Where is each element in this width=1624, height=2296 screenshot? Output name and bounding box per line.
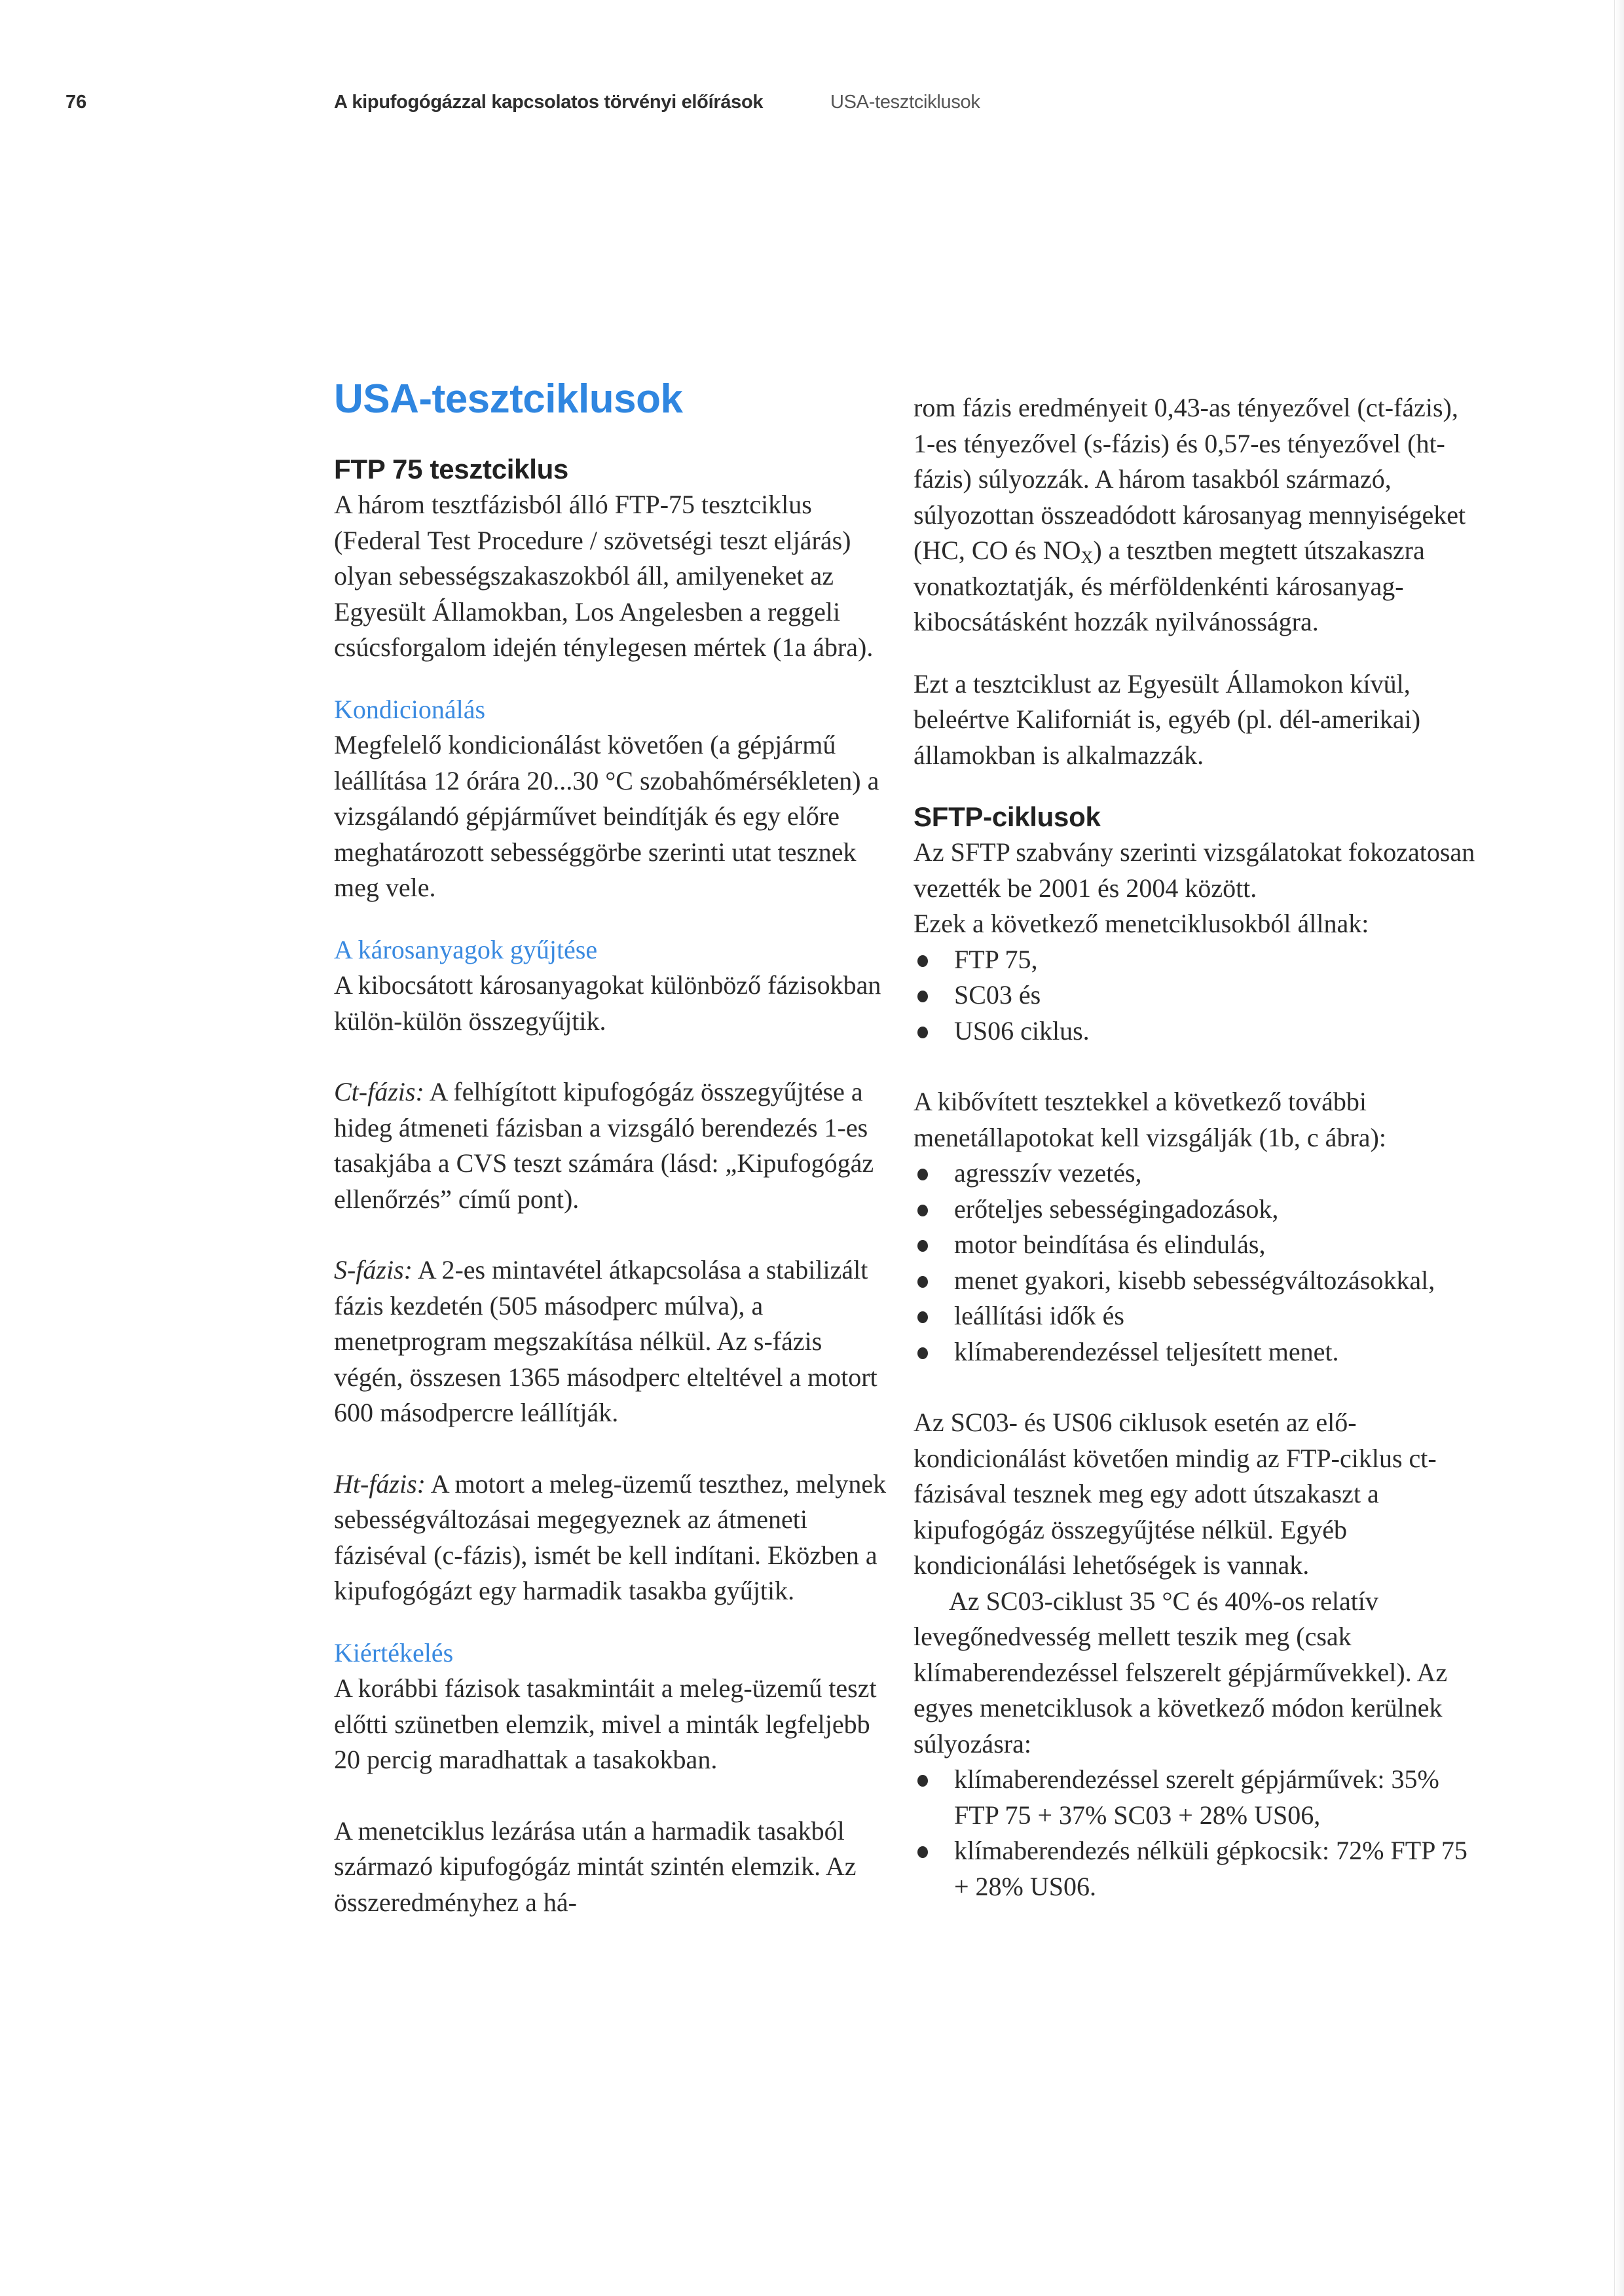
list-item bbox=[913, 1227, 1477, 1263]
weighting-list bbox=[913, 1762, 1477, 1904]
list-item bbox=[913, 1156, 1477, 1192]
s-phase-paragraph bbox=[334, 1252, 897, 1431]
ht-phase-paragraph bbox=[334, 1467, 897, 1609]
collection-text: A kibocsátott károsanyagokat különböző fázisokban külön-külön összegyűjtik. bbox=[334, 970, 881, 1036]
list-item-text: motor beindítása és elindulás, bbox=[954, 1230, 1266, 1259]
s-phase-text: A 2-es mintavétel átkapcsolása a stabilizált fázis kezdetén (505 másodperc múlva), a menetprogram megszakítása nélkül. Az s-fázis végén, összesen 1365 másodperc elteltével a motort 600 másodpercre leállítják. bbox=[334, 1255, 877, 1427]
ct-phase-label: Ct-fázis: bbox=[334, 1077, 424, 1106]
evaluation-text-2: A menetciklus lezárása után a harmadik tasakból származó kipufogógáz mintát szintén elemzik. Az összeredményhez a há- bbox=[334, 1815, 857, 1917]
nox-subscript: X bbox=[1080, 548, 1094, 567]
ht-phase-label: Ht-fázis: bbox=[334, 1468, 426, 1499]
list-item bbox=[913, 1192, 1477, 1228]
list-item-text: FTP 75, bbox=[954, 944, 1038, 974]
list-item bbox=[913, 1833, 1477, 1904]
bullet-icon bbox=[917, 1775, 928, 1787]
ht-phase-text: A motort a meleg-üzemű teszthez, melynek sebességváltozásai megegyeznek az átmeneti fáziséval (c-fázis), ismét be kell indítani. Eközben a kipufogógázt egy harmadik tasakba gyűjtik. bbox=[334, 1468, 887, 1605]
ct-phase-paragraph bbox=[334, 1074, 897, 1217]
list-item bbox=[913, 1334, 1477, 1370]
list-item-text: leállítási idők és bbox=[954, 1301, 1124, 1330]
subheading-collection: A károsanyagok gyűjtése bbox=[334, 934, 598, 964]
weighting-continuation bbox=[913, 390, 1477, 640]
scan-page-edge bbox=[1614, 0, 1624, 2296]
list-item bbox=[913, 1263, 1477, 1299]
ftp75-intro: A három tesztfázisból álló FTP-75 tesztciklus (Federal Test Procedure / szövetségi teszt eljárás) olyan sebességszakaszokból áll, amilyeneket az Egyesült Államokban, Los Angelesben a reggeli csúcsforgalom idején ténylegesen mértek (1a ábra). bbox=[334, 490, 874, 662]
list-item-text: menet gyakori, kisebb sebességváltozásokkal, bbox=[954, 1265, 1435, 1295]
running-section: USA-tesztciklusok bbox=[830, 92, 980, 113]
list-item-text: agresszív vezetés, bbox=[954, 1158, 1142, 1188]
continuation-part-b: ) a tesztben megtett útszakaszra vonatkoztatják, és mérföldenkénti károsanyag-kibocsátásként hozzák nyilvánosságra. bbox=[913, 536, 1425, 636]
outside-usa-text: Ezt a tesztciklust az Egyesült Államokon kívül, beleértve Kaliforniát is, egyéb (pl. dél-amerikai) államokban is alkalmazzák. bbox=[913, 668, 1421, 770]
s-phase-label: S-fázis: bbox=[334, 1255, 413, 1285]
sc03-conditions-text: Az SC03-ciklust 35 °C és 40%-os relatív levegőnedvesség mellett teszik meg (csak klímaberendezéssel felszerelt gépjárművekkel). Az egyes menetciklusok a következő módon kerülnek súlyozásra: bbox=[913, 1586, 1448, 1758]
running-title: A kipufogógázzal kapcsolatos törvényi előírások bbox=[334, 92, 764, 113]
list-item bbox=[913, 942, 1477, 978]
section-heading-sftp: SFTP-ciklusok bbox=[913, 801, 1101, 832]
right-column bbox=[913, 390, 1477, 1904]
bullet-icon bbox=[917, 955, 928, 967]
page-number: 76 bbox=[65, 92, 87, 113]
evaluation-text: A korábbi fázisok tasakmintáit a meleg-üzemű teszt előtti szünetben elemzik, mivel a minták legfeljebb 20 percig maradhattak a tasakokban. bbox=[334, 1673, 877, 1774]
bullet-icon bbox=[917, 1846, 928, 1858]
left-column bbox=[334, 373, 897, 1920]
extended-intro: A kibővített tesztekkel a következő további menetállapotokat kell vizsgálják (1b, c ábra): bbox=[913, 1087, 1386, 1152]
bullet-icon bbox=[917, 1027, 928, 1038]
subheading-evaluation: Kiértékelés bbox=[334, 1637, 454, 1667]
conditioning-text: Megfelelő kondicionálást követően (a gépjármű leállítása 12 órára 20...30 °C szobahőmérsékleten) a vizsgálandó gépjárművet beindítják és egy előre meghatározott sebességgörbe szerinti utat tesznek meg vele. bbox=[334, 730, 879, 902]
sftp-intro: Az SFTP szabvány szerinti vizsgálatokat fokozatosan vezették be 2001 és 2004 között. bbox=[913, 837, 1475, 903]
list-item-text: klímaberendezéssel teljesített menet. bbox=[954, 1336, 1339, 1366]
bullet-icon bbox=[917, 1276, 928, 1288]
bullet-icon bbox=[917, 1347, 928, 1359]
list-item bbox=[913, 1298, 1477, 1334]
list-item-text: klímaberendezéssel szerelt gépjárművek: 35% FTP 75 + 37% SC03 + 28% US06, bbox=[954, 1764, 1439, 1830]
continuation-part-a: rom fázis eredményeit 0,43-as tényezővel (ct-fázis), 1-es tényezővel (s-fázis) és 0,57-es tényezővel (ht-fázis) súlyozzák. A három tasakból származó, súlyozottan összeadódott károsanyag mennyiségeket (HC, CO és NO bbox=[913, 393, 1466, 565]
list-item-text: erőteljes sebességingadozások, bbox=[954, 1194, 1279, 1224]
bullet-icon bbox=[917, 1205, 928, 1216]
sftp-lead: Ezek a következő menetciklusokból állnak: bbox=[913, 909, 1369, 938]
bullet-icon bbox=[917, 1240, 928, 1252]
list-item bbox=[913, 1013, 1477, 1049]
subheading-conditioning: Kondicionálás bbox=[334, 694, 486, 724]
list-item-text: klímaberendezés nélküli gépkocsik: 72% FTP 75 + 28% US06. bbox=[954, 1836, 1467, 1901]
list-item bbox=[913, 977, 1477, 1013]
ct-phase-text: A felhígított kipufogógáz összegyűjtése a hideg átmeneti fázisban a vizsgáló berendezés 1-es tasakjába a CVS teszt számára (lásd: „Kipufogógáz ellenőrzés” című pont). bbox=[334, 1077, 874, 1214]
bullet-icon bbox=[917, 1169, 928, 1180]
page-header bbox=[0, 92, 1624, 118]
list-item bbox=[913, 1762, 1477, 1833]
sftp-cycle-list bbox=[913, 942, 1477, 1049]
list-item-text: SC03 és bbox=[954, 980, 1041, 1010]
list-item-text: US06 ciklus. bbox=[954, 1015, 1090, 1046]
section-heading-ftp75: FTP 75 tesztciklus bbox=[334, 454, 568, 484]
preconditioning-text: Az SC03- és US06 ciklusok esetén az elő-kondicionálást követően mindig az FTP-ciklus ct-fázisával tesznek meg egy adott útszakaszt a kipufogógáz összegyűjtése nélkül. Egyéb kondicionálási lehetőségek is vannak. bbox=[913, 1408, 1437, 1580]
bullet-icon bbox=[917, 991, 928, 1002]
page-title: USA-tesztciklusok bbox=[334, 376, 683, 422]
extended-conditions-list bbox=[913, 1156, 1477, 1370]
bullet-icon bbox=[917, 1311, 928, 1323]
